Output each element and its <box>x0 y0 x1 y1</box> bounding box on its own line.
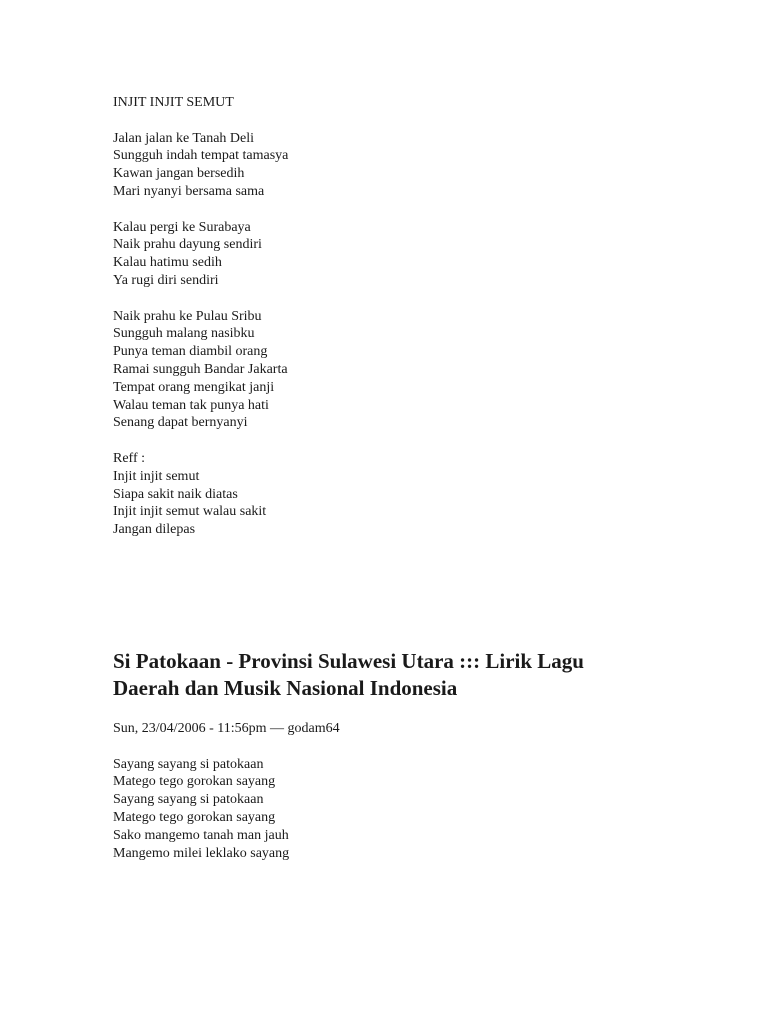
lyric-line: Tempat orang mengikat janji <box>113 379 275 395</box>
lyric-line: Jalan jalan ke Tanah Deli <box>113 130 255 146</box>
lyric-line: Injit injit semut <box>113 468 200 484</box>
lyric-line: Injit injit semut walau sakit <box>113 504 267 520</box>
article-heading-line-2: Daerah dan Musik Nasional Indonesia <box>113 676 458 700</box>
article-meta: Sun, 23/04/2006 - 11:56pm — godam64 <box>113 721 340 736</box>
article-lyrics <box>113 756 673 863</box>
lyric-line: Mangemo milei leklako sayang <box>113 845 290 861</box>
stanza-1 <box>113 130 673 201</box>
song1-section <box>113 94 673 539</box>
lyric-line: Walau teman tak punya hati <box>113 397 269 413</box>
lyric-line: Mari nyanyi bersama sama <box>113 183 265 199</box>
lyric-line: Ya rugi diri sendiri <box>113 272 219 288</box>
lyric-line: Naik prahu ke Pulau Sribu <box>113 308 262 324</box>
article-section <box>113 648 673 862</box>
song-title: INJIT INJIT SEMUT <box>113 95 234 110</box>
lyric-line: Ramai sungguh Bandar Jakarta <box>113 361 288 377</box>
lyric-line: Senang dapat bernyanyi <box>113 415 248 431</box>
lyric-line: Naik prahu dayung sendiri <box>113 237 262 253</box>
lyric-line: Jangan dilepas <box>113 522 196 538</box>
lyric-line: Kalau hatimu sedih <box>113 255 222 271</box>
lyric-line: Kawan jangan bersedih <box>113 166 245 182</box>
lyric-line: Sayang sayang si patokaan <box>113 792 264 808</box>
lyric-line: Kalau pergi ke Surabaya <box>113 219 251 235</box>
lyric-line: Sako mangemo tanah man jauh <box>113 827 289 843</box>
stanza-2 <box>113 219 673 290</box>
lyric-line: Matego tego gorokan sayang <box>113 774 276 790</box>
lyric-line: Siapa sakit naik diatas <box>113 486 238 502</box>
refrain <box>113 450 673 539</box>
article-heading-line-1: Si Patokaan - Provinsi Sulawesi Utara ::: Lirik Lagu <box>113 649 584 673</box>
lyric-line: Punya teman diambil orang <box>113 344 268 360</box>
article-heading <box>113 648 673 702</box>
lyric-line: Sayang sayang si patokaan <box>113 756 264 772</box>
lyric-line: Sungguh indah tempat tamasya <box>113 148 289 164</box>
refrain-label: Reff : <box>113 450 146 466</box>
lyric-line: Sungguh malang nasibku <box>113 326 255 342</box>
stanza-3 <box>113 308 673 433</box>
lyric-line: Matego tego gorokan sayang <box>113 809 276 825</box>
